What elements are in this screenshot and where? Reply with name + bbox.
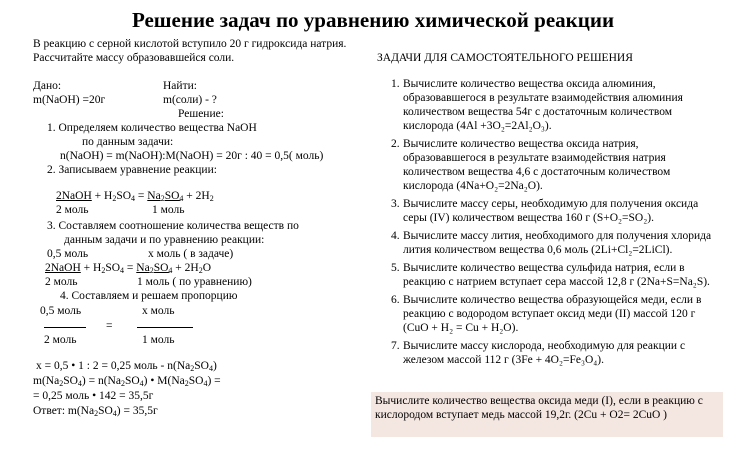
step-1-title: 1. Определяем количество вещества NaOH bbox=[47, 122, 257, 134]
proportion-num-a: 0,5 моль bbox=[40, 305, 82, 317]
proportion-den-a: 2 моль bbox=[44, 334, 77, 346]
reaction-equation-2: 2NaOH + $H_2SO_4 = Na_2SO_4 + 2H_2O$ bbox=[45, 262, 212, 275]
proportion-num-b: х моль bbox=[142, 305, 175, 317]
exercise-item: 5. Вычислите количество вещества сульфида натрия, если в реакцию с натрием вступает сера массой 12,8 г (2Na+S=Na₂S). bbox=[391, 262, 710, 288]
mol-label-1: 2 моль bbox=[56, 204, 89, 216]
proportion-den-b: 1 моль bbox=[142, 334, 175, 346]
fraction-line-left bbox=[44, 327, 86, 328]
calc-line-1: х = 0,5 • 1 : 2 = 0,25 моль - $n(Na_2SO_4)$ bbox=[36, 360, 217, 373]
reaction-equation-1: 2NaOH + $H_2SO_4 = Na_2SO_4 + 2H_2$ bbox=[56, 190, 214, 203]
ratio-task-a: 0,5 моль bbox=[47, 248, 89, 260]
solution-label: Решение: bbox=[178, 108, 224, 120]
exercise-list bbox=[375, 77, 723, 371]
page-title: Решение задач по уравнению химической реакции bbox=[131, 8, 615, 32]
ratio-eq-a: 2 моль bbox=[45, 276, 78, 288]
exercise-item: 2. Вычислите количество вещества оксида натрия, образовавшегося в результате взаимодействия натрия количеством вещества 4,6 с достаточным количеством кислорода (4Na+O₂=2Na₂O). bbox=[391, 138, 671, 192]
ratio-task-b: х моль ( в задаче) bbox=[148, 248, 234, 260]
calc-line-3: = 0,25 моль • 142 = 35,5г bbox=[33, 390, 154, 402]
problem-line-1: В реакцию с серной кислотой вступило 20 г гидроксида натрия. bbox=[33, 38, 347, 50]
exercise-item: 1. Вычислите количество вещества оксида алюминия, образовавшегося в результате взаимодействия алюминия количеством вещества 54г с достаточным количеством кислорода (4Al +3O₂=2Al₂O₃). bbox=[391, 78, 683, 132]
proportion-equals: = bbox=[106, 320, 113, 332]
step-3-title: 3. Составляем соотношение количества веществ по bbox=[47, 220, 299, 232]
find-label: Найти: bbox=[163, 80, 197, 92]
step-4-title: 4. Составляем и решаем пропорцию bbox=[60, 290, 238, 302]
exercise-item: 7. Вычислите массу кислорода, необходимую для реакции с железом массой 112 г (3Fe + 4O₂=Fe₃O₄). bbox=[391, 340, 686, 366]
exercises-heading: ЗАДАЧИ ДЛЯ САМОСТОЯТЕЛЬНОГО РЕШЕНИЯ bbox=[377, 52, 633, 64]
problem-line-2: Рассчитайте массу образовавшейся соли. bbox=[33, 52, 235, 64]
given-label: Дано: bbox=[33, 80, 62, 92]
step-2-title: 2. Записываем уравнение реакции: bbox=[47, 164, 217, 176]
exercise-item: 6. Вычислите количество вещества образующейся меди, если в реакцию с водородом вступает оксид меди (II) массой 120 г (CuO + H₂ = Cu + H₂O). bbox=[391, 294, 702, 334]
given-mass: m(NaOH) =20г bbox=[33, 94, 106, 106]
calc-line-2: $m(Na_2SO_4) = n(Na_2SO_4)$ • $M(Na_2SO_4)$ = bbox=[33, 375, 221, 388]
step-1-subtitle: по данным задачи: bbox=[82, 136, 174, 148]
step-1-formula: n(NaOH) = m(NaOH):M(NaOH) = 20г : 40 = 0,5( моль) bbox=[60, 150, 324, 162]
highlighted-exercise: Вычислите количество вещества оксида меди (I), если в реакцию с кислородом вступает медь массой 19,2г. (2Cu + O2= 2CuO ) bbox=[375, 395, 703, 421]
exercise-item: 3. Вычислите массу серы, необходимую для получения оксида серы (IV) количеством вещества 160 г (S+O₂=SO₂). bbox=[391, 198, 699, 224]
fraction-line-right bbox=[137, 327, 193, 328]
answer-line: Ответ: $m(Na_2SO_4) = 35,5г$ bbox=[33, 405, 158, 418]
find-value: m(соли) - ? bbox=[163, 94, 217, 106]
step-3-subtitle: данным задачи и по уравнению реакции: bbox=[64, 234, 265, 246]
mol-label-2: 1 моль bbox=[152, 204, 185, 216]
ratio-eq-b: 1 моль ( по уравнению) bbox=[137, 276, 252, 288]
exercise-item: 4. Вычислите массу лития, необходимого для получения хлорида лития количеством вещества 0,6 моль (2Li+Cl₂=2LiCl). bbox=[391, 230, 712, 256]
